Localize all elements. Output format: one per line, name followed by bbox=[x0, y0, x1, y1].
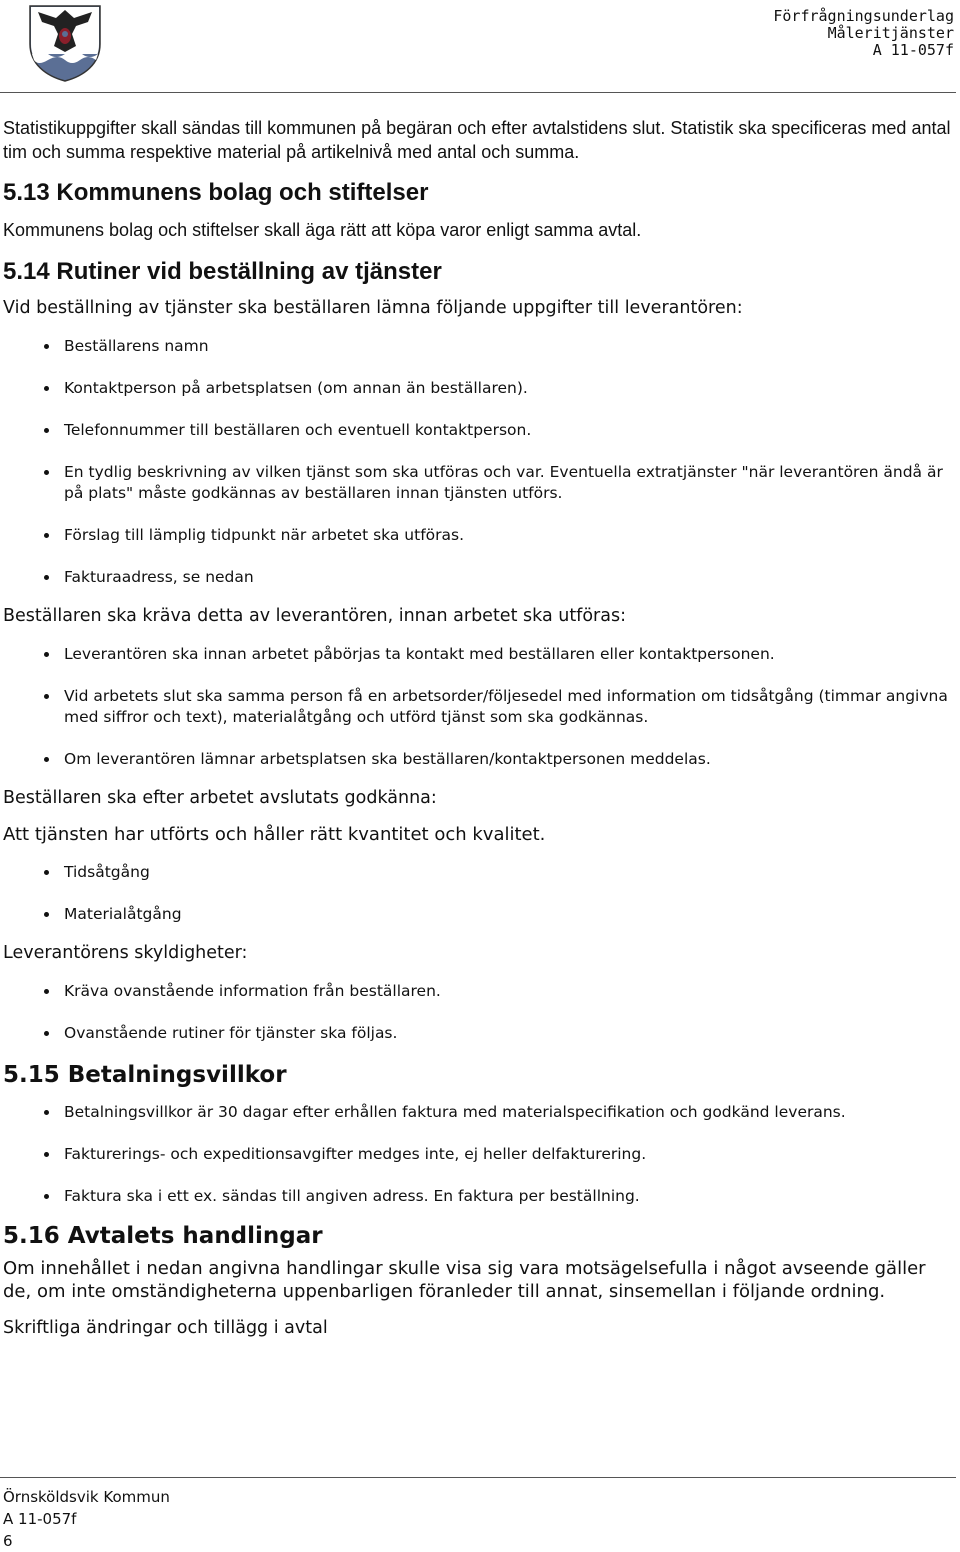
footer-organization: Örnsköldsvik Kommun bbox=[3, 1488, 170, 1506]
section-5-15-heading: 5.15 Betalningsvillkor bbox=[3, 1062, 287, 1088]
supplier-obligations-list bbox=[3, 981, 955, 1044]
list-item: Faktura ska i ett ex. sändas till angiven adress. En faktura per beställning. bbox=[3, 1186, 955, 1207]
list-item: Vid arbetets slut ska samma person få en arbetsorder/följesedel med information om tidsåtgång (timmar angivna med siffror och text), materialåtgång och utförd tjänst som ska godkännas. bbox=[3, 686, 955, 728]
list-item: Ovanstående rutiner för tjänster ska följas. bbox=[3, 1023, 955, 1044]
section-5-14-heading: 5.14 Rutiner vid beställning av tjänster bbox=[3, 258, 442, 285]
document-body bbox=[3, 116, 955, 1340]
approval-lead: Beställaren ska efter arbetet avslutats godkänna: bbox=[3, 788, 437, 808]
statistics-paragraph: Statistikuppgifter skall sändas till kommunen på begäran och efter avtalstidens slut. Statistik ska specificeras med antal tim och summa respektive material på artikelnivå med antal och summa. bbox=[3, 118, 951, 162]
supplier-requirements-list bbox=[3, 644, 955, 770]
list-item: En tydlig beskrivning av vilken tjänst som ska utföras och var. Eventuella extratjänster "när leverantören ändå är på plats" måste godkännas av beställaren innan tjänsten utförs. bbox=[3, 462, 955, 504]
header-title: Förfrågningsunderlag bbox=[773, 7, 954, 25]
section-5-13-text: Kommunens bolag och stiftelser skall äga rätt att köpa varor enligt samma avtal. bbox=[3, 220, 642, 240]
list-item: Om leverantören lämnar arbetsplatsen ska beställaren/kontaktpersonen meddelas. bbox=[3, 749, 955, 770]
municipal-crest-icon bbox=[28, 4, 102, 82]
list-item: Betalningsvillkor är 30 dagar efter erhållen faktura med materialspecifikation och godkänd leverans. bbox=[3, 1102, 955, 1123]
supplier-obligations-lead: Leverantörens skyldigheter: bbox=[3, 943, 248, 963]
list-item: Tidsåtgång bbox=[3, 862, 955, 883]
section-5-14-lead: Vid beställning av tjänster ska beställaren lämna följande uppgifter till leverantören: bbox=[3, 298, 743, 318]
page-number: 6 bbox=[3, 1532, 13, 1550]
document-header bbox=[773, 8, 954, 59]
list-item: Kontaktperson på arbetsplatsen (om annan än beställaren). bbox=[3, 378, 955, 399]
list-item: Fakturerings- och expeditionsavgifter medges inte, ej heller delfakturering. bbox=[3, 1144, 955, 1165]
order-info-list bbox=[3, 336, 955, 588]
footer-reference: A 11-057f bbox=[3, 1510, 77, 1528]
list-item: Leverantören ska innan arbetet påbörjas ta kontakt med beställaren eller kontaktpersonen. bbox=[3, 644, 955, 665]
header-reference: A 11-057f bbox=[872, 41, 954, 59]
section-5-16-item: Skriftliga ändringar och tillägg i avtal bbox=[3, 1318, 328, 1338]
header-divider bbox=[0, 92, 956, 93]
section-5-16-heading: 5.16 Avtalets handlingar bbox=[3, 1223, 323, 1249]
approval-statement: Att tjänsten har utförts och håller rätt kvantitet och kvalitet. bbox=[3, 824, 546, 845]
list-item: Telefonnummer till beställaren och eventuell kontaktperson. bbox=[3, 420, 955, 441]
payment-terms-list bbox=[3, 1102, 955, 1207]
document-footer bbox=[3, 1477, 953, 1552]
section-5-13-heading: 5.13 Kommunens bolag och stiftelser bbox=[3, 179, 429, 206]
list-item: Kräva ovanstående information från beställaren. bbox=[3, 981, 955, 1002]
list-item: Beställarens namn bbox=[3, 336, 955, 357]
section-5-16-text: Om innehållet i nedan angivna handlingar skulle visa sig vara motsägelsefulla i något avseende gäller de, om inte omständigheterna uppenbarligen föranleder till annat, sinsemellan i följande ordning. bbox=[3, 1258, 926, 1302]
list-item: Materialåtgång bbox=[3, 904, 955, 925]
approval-list bbox=[3, 862, 955, 925]
supplier-requirements-lead: Beställaren ska kräva detta av leverantören, innan arbetet ska utföras: bbox=[3, 606, 626, 626]
header-subtitle: Måleritjänster bbox=[827, 24, 954, 42]
list-item: Fakturaadress, se nedan bbox=[3, 567, 955, 588]
list-item: Förslag till lämplig tidpunkt när arbetet ska utföras. bbox=[3, 525, 955, 546]
